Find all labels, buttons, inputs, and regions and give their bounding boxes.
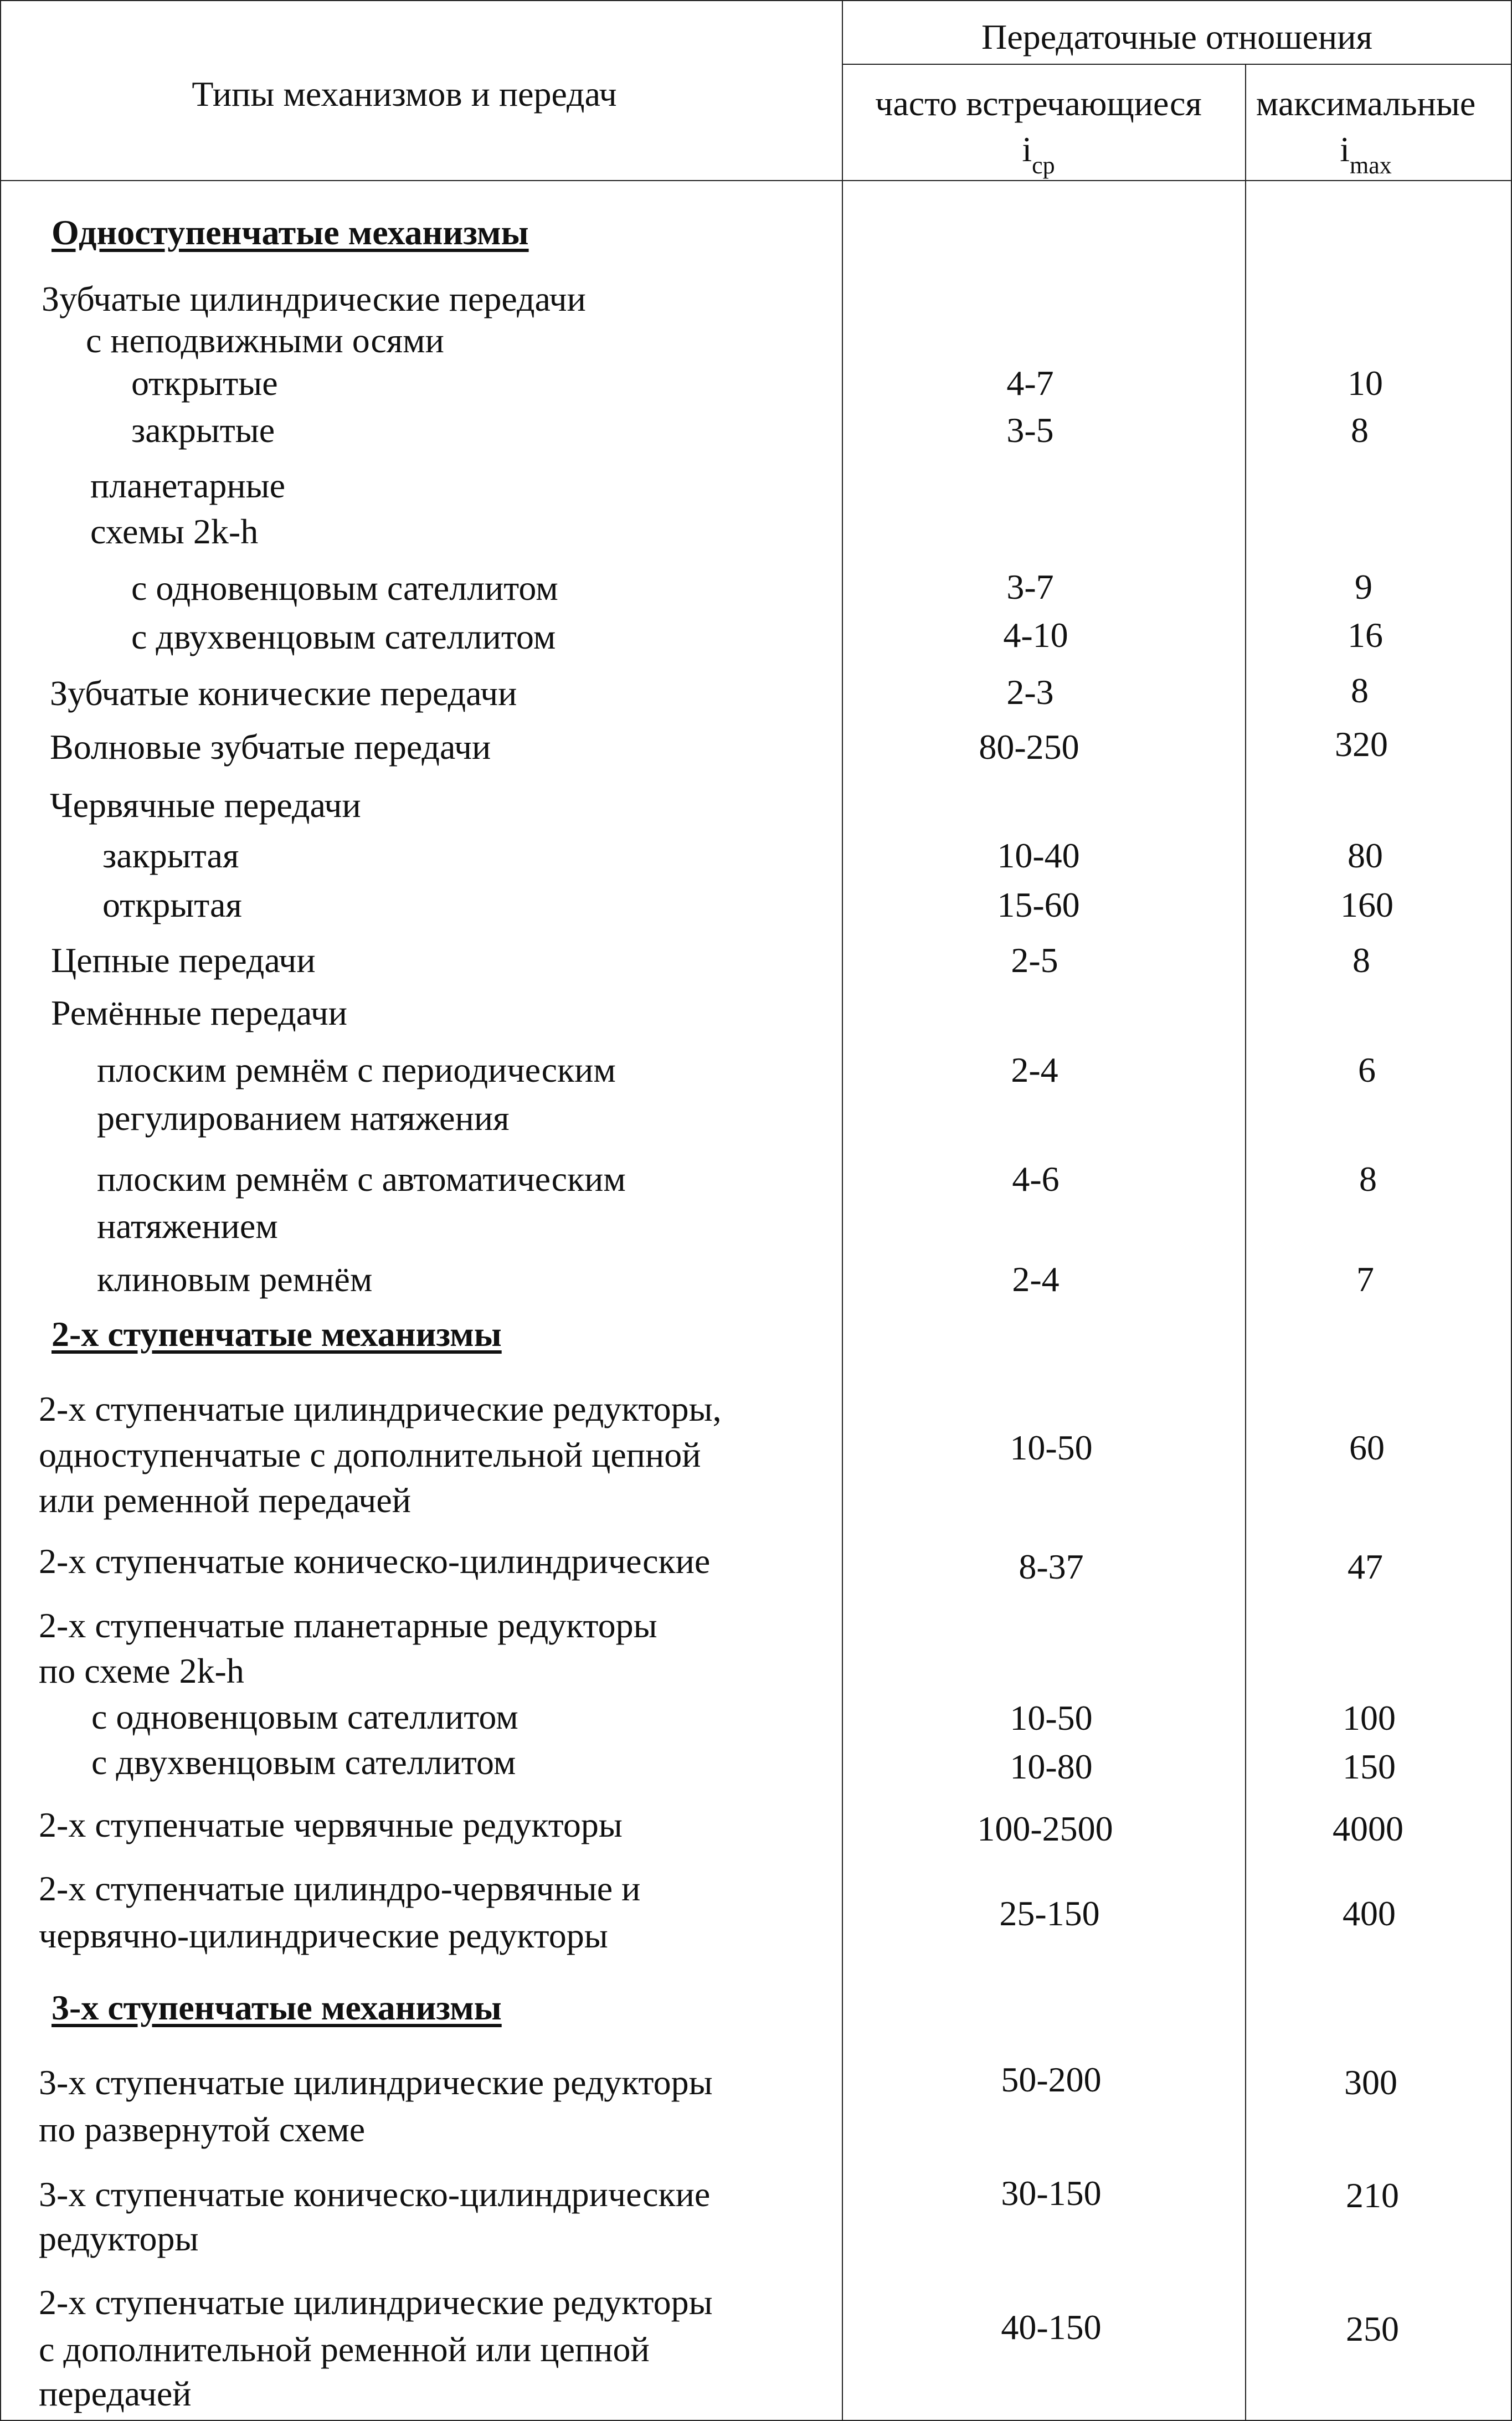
max-value: 8	[1352, 940, 1370, 980]
row-label: планетарные	[90, 466, 286, 505]
row-label: Цепные передачи	[51, 940, 316, 980]
row-label: натяжением	[97, 1206, 278, 1246]
row-label: с неподвижными осями	[86, 321, 444, 360]
row-label: 2-х ступенчатые цилиндро-червячные и	[39, 1869, 641, 1908]
avg-value: 2-4	[1011, 1050, 1058, 1089]
max-value: 60	[1349, 1428, 1385, 1467]
max-value: 16	[1348, 615, 1383, 655]
avg-value: 3-7	[1006, 567, 1054, 606]
avg-value: 8-37	[1019, 1547, 1084, 1586]
row-label: открытые	[131, 363, 278, 403]
max-value: 47	[1348, 1547, 1383, 1586]
subscript-max: max	[1350, 152, 1392, 179]
header-col-maximum-symbol	[1340, 126, 1392, 179]
section-title: 2-х ступенчатые механизмы	[52, 1314, 502, 1354]
header-col-maximum: максимальные	[1256, 84, 1476, 123]
max-value: 7	[1356, 1260, 1374, 1299]
avg-value: 25-150	[999, 1894, 1100, 1933]
max-value: 320	[1335, 724, 1388, 764]
header-ratios-group: Передаточные отношения	[981, 17, 1372, 56]
row-label: Зубчатые конические передачи	[50, 674, 517, 713]
row-label: по схеме 2k-h	[39, 1651, 244, 1690]
avg-value: 10-50	[1010, 1698, 1093, 1738]
avg-value: 2-3	[1006, 672, 1054, 712]
row-label: с двухвенцовым сателлитом	[91, 1742, 516, 1782]
row-label: 3-х ступенчатые коническо-цилиндрические	[39, 2175, 711, 2214]
row-label: с одновенцовым сателлитом	[131, 568, 558, 608]
row-label: Зубчатые цилиндрические передачи	[42, 279, 586, 318]
column-divider-1	[842, 0, 843, 2421]
row-label: Червячные передачи	[50, 785, 361, 825]
max-value: 100	[1343, 1698, 1396, 1738]
avg-value: 10-50	[1010, 1428, 1093, 1467]
row-label: Ремённые передачи	[51, 993, 348, 1032]
avg-value: 80-250	[979, 727, 1079, 767]
header-col-average: часто встречающиеся	[875, 84, 1202, 123]
max-value: 4000	[1333, 1809, 1403, 1848]
row-label: закрытые	[131, 410, 275, 450]
avg-value: 40-150	[1001, 2307, 1102, 2347]
max-value: 400	[1343, 1894, 1396, 1933]
section-title: 3-х ступенчатые механизмы	[52, 1988, 502, 2027]
max-value: 80	[1348, 836, 1383, 875]
row-label: одноступенчатые с дополнительной цепной	[39, 1435, 701, 1474]
row-label: 2-х ступенчатые цилиндрические редукторы	[39, 2283, 713, 2322]
avg-value: 50-200	[1001, 2060, 1102, 2099]
row-label: схемы 2k-h	[90, 512, 259, 551]
avg-value: 2-4	[1012, 1260, 1060, 1299]
max-value: 8	[1351, 671, 1369, 710]
max-value: 210	[1346, 2176, 1399, 2215]
row-label: передачей	[39, 2374, 192, 2413]
row-label: плоским ремнём с периодическим	[97, 1050, 616, 1089]
max-value: 160	[1340, 885, 1393, 924]
avg-value: 4-6	[1012, 1159, 1060, 1199]
row-label: 2-х ступенчатые коническо-цилиндрические	[39, 1541, 711, 1581]
row-label: 2-х ступенчатые цилиндрические редукторы,	[39, 1389, 722, 1428]
avg-value: 10-80	[1010, 1747, 1093, 1786]
max-value: 10	[1348, 363, 1383, 403]
row-label: с дополнительной ременной или цепной	[39, 2330, 650, 2369]
row-label: по развернутой схеме	[39, 2110, 366, 2149]
row-label: клиновым ремнём	[97, 1260, 373, 1299]
avg-value: 15-60	[997, 885, 1080, 924]
row-label: редукторы	[39, 2219, 199, 2258]
row-label: или ременной передачей	[39, 1481, 411, 1520]
subscript-avg: ср	[1032, 152, 1055, 179]
avg-value: 4-7	[1006, 363, 1054, 403]
header-group-divider	[842, 64, 1512, 65]
row-label: плоским ремнём с автоматическим	[97, 1159, 626, 1199]
row-label: Волновые зубчатые передачи	[50, 727, 491, 767]
row-label: 3-х ступенчатые цилиндрические редукторы	[39, 2063, 713, 2102]
max-value: 6	[1358, 1050, 1376, 1089]
avg-value: 100-2500	[977, 1809, 1113, 1848]
max-value: 9	[1355, 567, 1372, 606]
max-value: 8	[1359, 1159, 1377, 1199]
row-label: закрытая	[102, 836, 239, 875]
avg-value: 30-150	[1001, 2173, 1102, 2213]
row-label: с одновенцовым сателлитом	[91, 1697, 518, 1736]
column-divider-2	[1245, 64, 1246, 2421]
row-label: 2-х ступенчатые планетарные редукторы	[39, 1606, 657, 1645]
avg-value: 4-10	[1003, 615, 1068, 655]
row-label: регулированием натяжения	[97, 1098, 510, 1138]
header-bottom-divider	[0, 180, 1512, 181]
section-title: Одноступенчатые механизмы	[52, 213, 529, 252]
row-label: червячно-цилиндрические редукторы	[39, 1916, 608, 1955]
symbol-i: i	[1022, 130, 1032, 169]
symbol-i: i	[1340, 130, 1350, 169]
row-label: 2-х ступенчатые червячные редукторы	[39, 1805, 623, 1844]
max-value: 250	[1346, 2309, 1399, 2348]
max-value: 300	[1344, 2063, 1397, 2102]
avg-value: 3-5	[1006, 410, 1054, 450]
avg-value: 2-5	[1011, 940, 1058, 980]
header-col-average-symbol	[1022, 126, 1055, 179]
max-value: 8	[1351, 410, 1369, 450]
header-col-mechanism-types: Типы механизмов и передач	[192, 74, 617, 114]
max-value: 150	[1343, 1747, 1396, 1786]
row-label: открытая	[102, 885, 242, 924]
row-label: с двухвенцовым сателлитом	[131, 617, 556, 656]
avg-value: 10-40	[997, 836, 1080, 875]
